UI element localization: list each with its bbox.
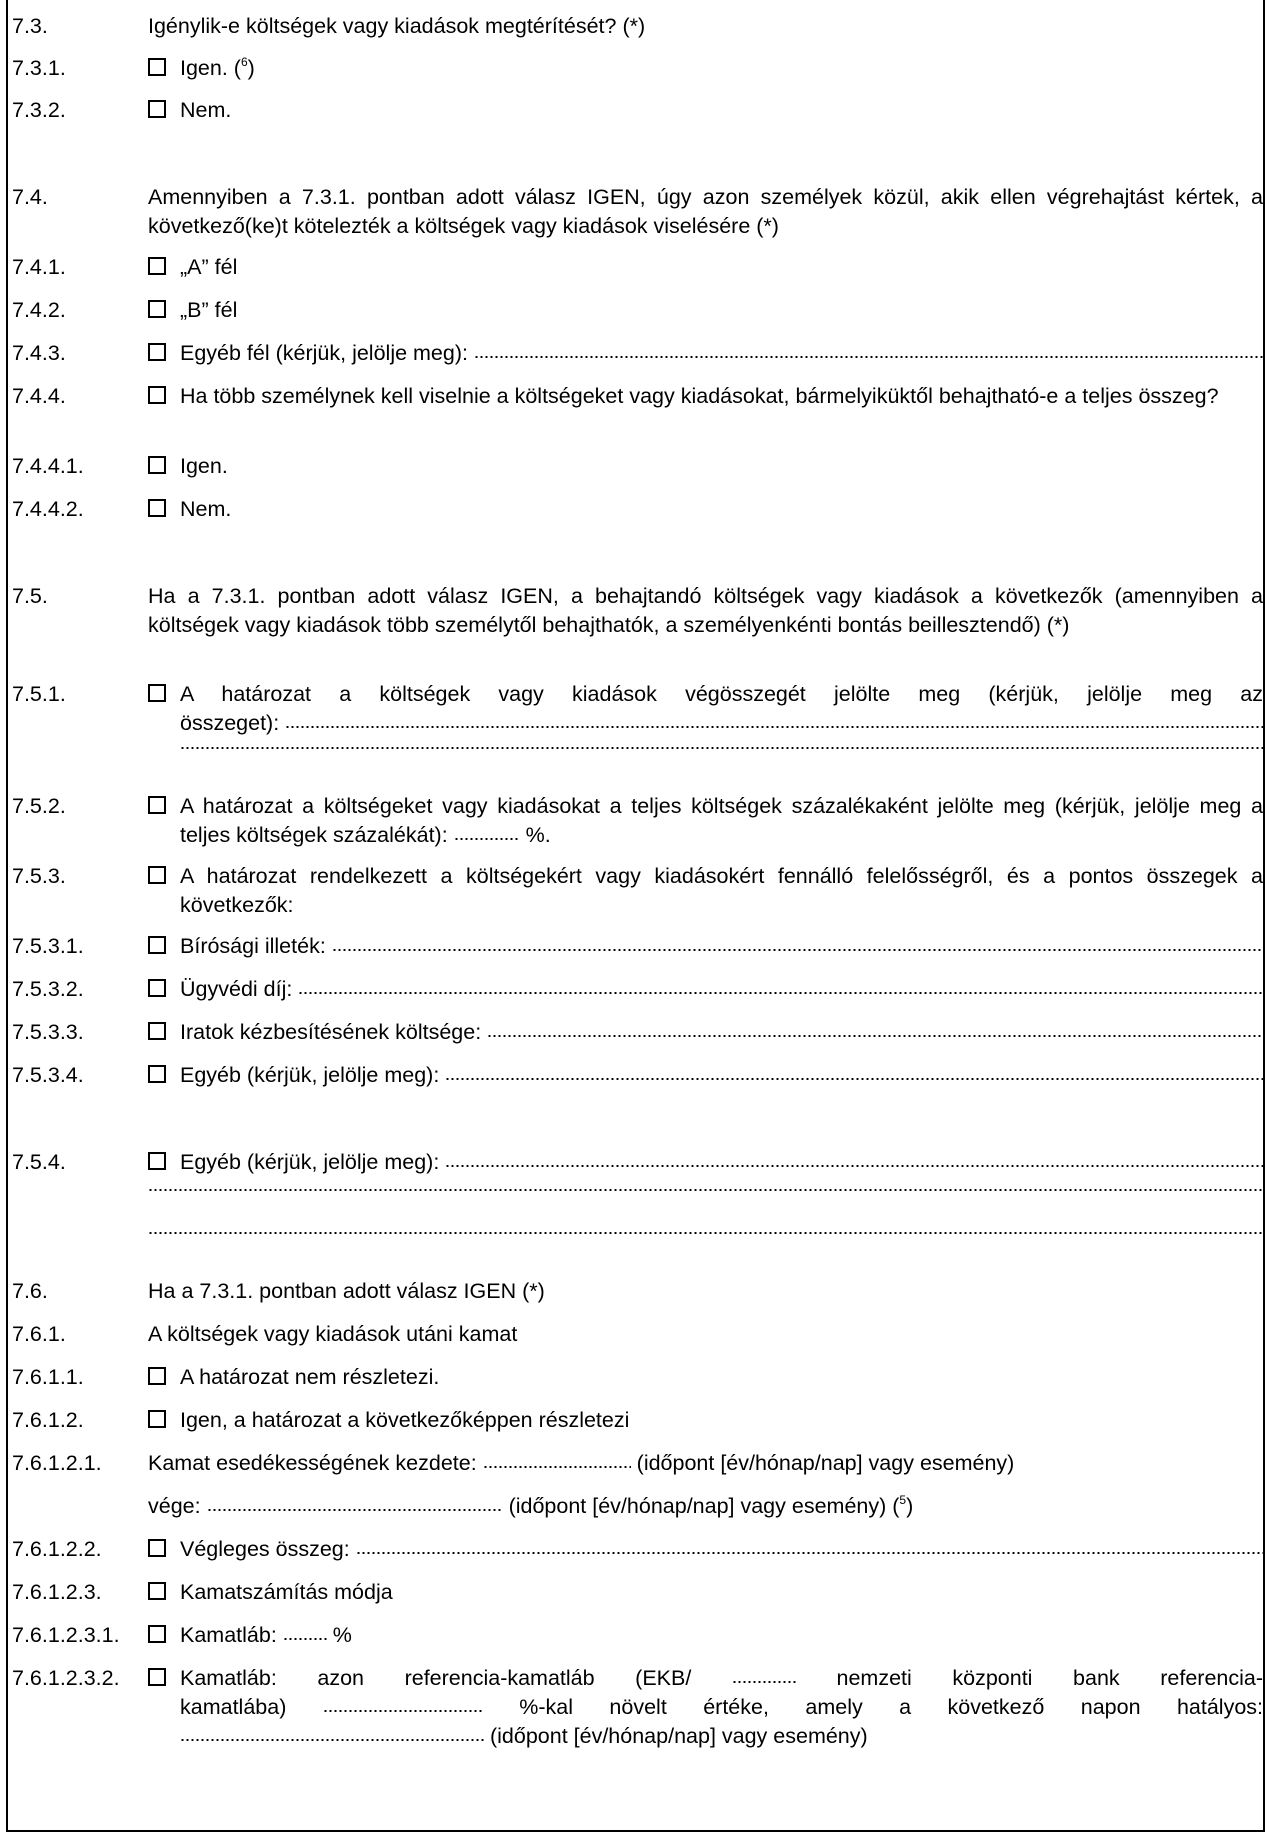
item-text: kamatlába) %-kal növelt értéke, amely a következő napon hatályos: (180, 1695, 1264, 1719)
item-text[interactable]: összeget): (180, 709, 1263, 738)
item-number: 7.3.2. (12, 98, 66, 122)
item-text: Igen. (180, 454, 228, 478)
item-text[interactable]: Egyéb fél (kérjük, jelölje meg): (180, 339, 1263, 368)
item-number: 7.6.1.2.2. (12, 1537, 102, 1561)
item-number: 7.6. (12, 1279, 48, 1303)
fill-line[interactable] (445, 1165, 1263, 1167)
item-number: 7.3. (12, 14, 48, 38)
item-text: (időpont [év/hónap/nap] vagy esemény) (180, 1722, 1263, 1751)
checkbox-egyeb[interactable] (148, 1152, 166, 1170)
item-text: Ha a 7.3.1. pontban adott válasz IGEN (*) (148, 1279, 545, 1303)
item-number: 7.6.1.2. (12, 1408, 84, 1432)
item-text[interactable]: Egyéb (kérjük, jelölje meg): (180, 1061, 1263, 1090)
fill-line[interactable] (487, 1035, 1263, 1037)
item-number: 7.6.1.1. (12, 1365, 84, 1389)
checkbox-tobb-szemely[interactable] (148, 386, 166, 404)
fill-line-row[interactable] (148, 1191, 1263, 1193)
item-number: 7.5.3.3. (12, 1020, 84, 1044)
item-text: A költségek vagy kiadások utáni kamat (148, 1322, 518, 1346)
fill-line[interactable] (285, 726, 1263, 728)
item-number: 7.4.4.2. (12, 497, 84, 521)
checkbox-kamatlab[interactable] (148, 1625, 166, 1643)
item-text[interactable]: Iratok kézbesítésének költsége: (180, 1018, 1263, 1047)
fill-line[interactable] (148, 1232, 1263, 1234)
checkbox-birosagi-illetek[interactable] (148, 936, 166, 954)
item-text: Amennyiben a 7.3.1. pontban adott válasz IGEN, úgy azon személyek közül, akik ellen végrehajtást kértek, a következő(ke)t kötelezték a költségek vagy kiadások viselésére (*) (148, 185, 1263, 238)
fill-line[interactable] (148, 1189, 1263, 1191)
item-text: A határozat nem részletezi. (180, 1365, 440, 1389)
checkbox-igen[interactable] (148, 456, 166, 474)
checkbox-reszletezi[interactable] (148, 1410, 166, 1428)
item-number: 7.6.1.2.3.2. (12, 1666, 120, 1690)
item-number: 7.4.4.1. (12, 454, 84, 478)
item-number: 7.4. (12, 185, 48, 209)
fill-line[interactable] (180, 747, 1263, 749)
checkbox-egyeb[interactable] (148, 1065, 166, 1083)
fill-line-row[interactable] (148, 1234, 1263, 1236)
item-text: A határozat a költségeket vagy kiadásokat a teljes költségek százalékaként jelölte meg (kérjük, jelölje meg a teljes költségek százalékát): %. (180, 794, 1263, 847)
checkbox-ugyvedi-dij[interactable] (148, 979, 166, 997)
checkbox-vegleges-osszeg[interactable] (148, 1539, 166, 1557)
fill-line[interactable] (283, 1638, 327, 1640)
item-text: Igénylik-e költségek vagy kiadások megtérítését? (*) (148, 14, 646, 38)
item-text: A határozat rendelkezett a költségekért vagy kiadásokért fennálló felelősségről, és a pontos összegek a következők: (180, 864, 1263, 917)
checkbox-nem[interactable] (148, 499, 166, 517)
item-number: 7.3.1. (12, 56, 66, 80)
item-text: „A” fél (180, 255, 238, 279)
item-number: 7.4.2. (12, 298, 66, 322)
item-number: 7.5.3. (12, 864, 66, 888)
fill-line[interactable] (207, 1509, 503, 1511)
item-number: 7.4.1. (12, 255, 66, 279)
checkbox-b-fel[interactable] (148, 300, 166, 318)
checkbox-igen[interactable] (148, 58, 166, 76)
footnote-ref: 5 (899, 1493, 907, 1507)
item-text: A határozat a költségek vagy kiadások végösszegét jelölte meg (kérjük, jelölje meg az (180, 682, 1263, 706)
checkbox-egyeb-fel[interactable] (148, 343, 166, 361)
fill-line[interactable] (332, 949, 1263, 951)
item-text: Kamat esedékességének kezdete: (időpont [év/hónap/nap] vagy esemény) (148, 1451, 1015, 1475)
item-text: vége: (időpont [év/hónap/nap] vagy esemény) ($^5$) (148, 1493, 914, 1518)
fill-line[interactable] (483, 1466, 631, 1468)
item-text: Nem. (180, 497, 232, 521)
item-number: 7.5. (12, 584, 48, 608)
item-text: Kamatszámítás módja (180, 1580, 393, 1604)
item-number: 7.5.2. (12, 794, 66, 818)
fill-line[interactable] (445, 1078, 1263, 1080)
item-text: Nem. (180, 98, 232, 122)
checkbox-nem[interactable] (148, 100, 166, 118)
item-number: 7.6.1.2.3.1. (12, 1623, 120, 1647)
item-number: 7.5.4. (12, 1150, 66, 1174)
item-number: 7.4.3. (12, 341, 66, 365)
item-number: 7.5.3.2. (12, 977, 84, 1001)
checkbox-vegosszeg[interactable] (148, 684, 166, 702)
item-number: 7.5.1. (12, 682, 66, 706)
item-text[interactable]: Egyéb (kérjük, jelölje meg): (180, 1148, 1263, 1177)
item-number: 7.5.3.1. (12, 934, 84, 958)
fill-line[interactable] (180, 1739, 484, 1741)
fill-line-row[interactable] (180, 749, 1263, 751)
checkbox-a-fel[interactable] (148, 257, 166, 275)
item-text: Kamatláb: azon referencia-kamatláb (EKB/ nemzeti központi bank referencia- (180, 1666, 1263, 1690)
checkbox-referencia-kamatlab[interactable] (148, 1668, 166, 1686)
item-number: 7.5.3.4. (12, 1063, 84, 1087)
item-text: Kamatláb: % (180, 1623, 352, 1647)
item-text[interactable]: Bírósági illeték: (180, 932, 1263, 961)
fill-line[interactable] (356, 1552, 1263, 1554)
fill-line[interactable] (323, 1710, 483, 1712)
fill-line[interactable] (474, 356, 1263, 358)
item-text: „B” fél (180, 298, 238, 322)
fill-line[interactable] (454, 838, 520, 840)
fill-line[interactable] (732, 1681, 796, 1683)
item-number: 7.4.4. (12, 384, 66, 408)
item-number: 7.6.1.2.3. (12, 1580, 102, 1604)
checkbox-nem-reszletezi[interactable] (148, 1367, 166, 1385)
checkbox-kezbesites[interactable] (148, 1022, 166, 1040)
fill-line[interactable] (298, 992, 1263, 994)
item-text: Ha több személynek kell viselnie a költségeket vagy kiadásokat, bármelyiküktől behajtható-e a teljes összeg? (180, 384, 1219, 408)
checkbox-felelosseg[interactable] (148, 866, 166, 884)
checkbox-szazalek[interactable] (148, 796, 166, 814)
item-text[interactable]: Végleges összeg: (180, 1535, 1263, 1564)
item-text: Ha a 7.3.1. pontban adott válasz IGEN, a behajtandó költségek vagy kiadások a következők (amennyiben a költségek vagy kiadások több személytől behajthatók, a személyenkénti bontás beillesztendő) (*) (148, 584, 1263, 637)
item-number: 7.6.1. (12, 1322, 66, 1346)
item-number: 7.6.1.2.1. (12, 1451, 102, 1475)
checkbox-kamatszamitas[interactable] (148, 1582, 166, 1600)
footnote-ref: 6 (240, 55, 248, 69)
item-text: Igen, a határozat a következőképpen részletezi (180, 1408, 630, 1432)
item-text[interactable]: Ügyvédi díj: (180, 975, 1263, 1004)
item-text: Igen. ($^6$) (180, 55, 255, 80)
